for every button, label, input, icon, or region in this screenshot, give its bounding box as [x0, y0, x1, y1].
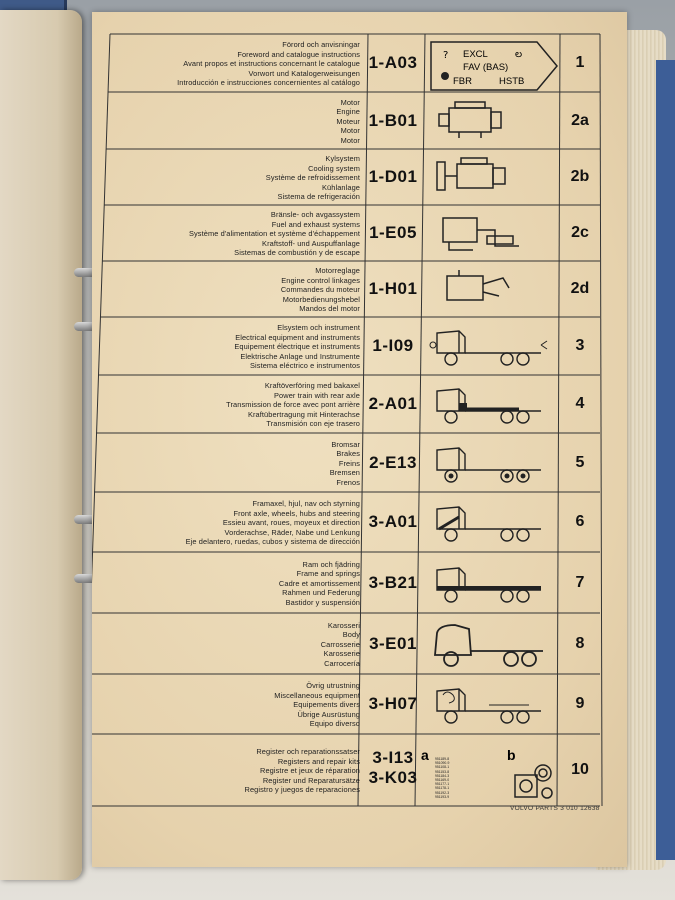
index-row — [92, 92, 627, 149]
description-line: Motorbedienungshebel — [282, 294, 360, 304]
section-code — [362, 394, 424, 414]
section-number: 2a — [571, 111, 589, 129]
section-number: 2d — [570, 280, 590, 297]
section-code — [362, 167, 424, 187]
symbol-glyph: ల — [515, 49, 523, 60]
description-line: Système d'alimentation et système d'échappement — [188, 229, 360, 239]
description-line: Moteur — [336, 116, 360, 126]
index-row — [92, 149, 627, 205]
description-line: Body — [342, 630, 360, 640]
description-line: Sistema eléctrico e instrumentos — [250, 361, 360, 371]
register-number: 951153-8 — [435, 769, 450, 774]
description-line: Sistema de refrigeración — [277, 192, 360, 202]
description-line: Kühlanlage — [322, 182, 360, 192]
section-description — [110, 499, 360, 547]
index-row — [92, 317, 627, 375]
section-number: 8 — [575, 634, 585, 652]
description-line: Registro y juegos de reparaciones — [244, 785, 360, 795]
section-description — [110, 681, 360, 729]
description-line: Equipo diverso — [309, 719, 360, 729]
description-line: Carrocería — [324, 658, 360, 668]
gasket-icon — [511, 761, 555, 805]
description-line: Vorderachse, Räder, Nabe und Lenkung — [224, 527, 360, 537]
register-number: 951193-9 — [435, 794, 450, 799]
description-line: Equipement électrique et instruments — [234, 342, 360, 352]
description-line: Framaxel, hjul, nav och styrning — [252, 499, 360, 508]
power-train-truck-icon — [429, 381, 549, 436]
description-line: Kraftstoff- und Auspuffanlage — [262, 238, 360, 248]
description-line: Avant propos et instructions concernant le catalogue — [183, 59, 360, 69]
description-line: Frenos — [336, 477, 360, 487]
description-line: Frame and springs — [296, 569, 360, 579]
register-number: 951108-1 — [435, 765, 450, 770]
section-number: 6 — [575, 513, 585, 530]
section-number: 9 — [575, 695, 585, 712]
description-line: Kraftübertragung mit Hinterachse — [247, 409, 360, 419]
description-line: Karosseri — [327, 620, 360, 630]
description-line: Bremsen — [329, 468, 360, 478]
description-line: Motor — [340, 97, 360, 107]
code-text: 3-A01 — [368, 512, 418, 531]
description-line: Transmission de force avec pont arrière — [226, 400, 360, 410]
catalogue-footer: VOLVO PARTS 3 010 12638 — [510, 805, 600, 812]
description-line: Eje delantero, ruedas, cubos y sistema de dirección — [185, 537, 360, 547]
section-number: 7 — [575, 573, 585, 591]
description-line: Power train with rear axle — [274, 390, 360, 400]
section-code — [362, 453, 424, 473]
register-number: 951192-3 — [435, 790, 450, 795]
index-row — [92, 674, 627, 734]
section-description — [110, 210, 360, 258]
body-truck-icon — [429, 621, 549, 676]
engine-icon — [429, 98, 519, 147]
register-label-b: b — [507, 747, 516, 763]
code-text: 3-H07 — [368, 694, 418, 713]
description-line: Commandes du moteur — [280, 285, 360, 295]
fav-bas-label: FAV (BAS) — [463, 62, 509, 73]
section-number: 5 — [575, 453, 585, 471]
section-number: 4 — [575, 395, 585, 412]
code-text: 2-E13 — [369, 452, 417, 472]
description-line: Register und Reparatursätze — [262, 775, 360, 785]
question-mark: ? — [443, 50, 449, 61]
section-description — [110, 621, 360, 669]
description-line: Övrig utrustning — [306, 681, 360, 690]
description-line: Übrige Ausrüstung — [297, 709, 360, 719]
code-text: 3-I13 — [372, 748, 414, 767]
fbr-label: FBR — [453, 76, 472, 87]
section-code — [362, 336, 424, 356]
index-row — [92, 205, 627, 261]
engine-control-icon — [429, 266, 529, 315]
code-text: 3-E01 — [369, 633, 417, 653]
section-code — [362, 573, 424, 593]
description-line: Karosserie — [323, 649, 360, 659]
fuel-exhaust-icon — [429, 210, 529, 259]
section-code — [362, 512, 424, 532]
section-number: 1 — [575, 54, 585, 71]
description-line: Kylsystem — [325, 154, 360, 163]
section-number: 2c — [571, 224, 589, 241]
section-code — [362, 279, 424, 299]
register-number: 951090-9 — [435, 761, 450, 766]
description-line: Engine — [336, 107, 360, 117]
code-text: 2-A01 — [368, 394, 418, 413]
code-text: 1-E05 — [369, 223, 417, 242]
description-line: Carrosserie — [320, 639, 360, 649]
brakes-truck-icon — [429, 440, 549, 495]
register-number: 951177-1 — [435, 782, 450, 787]
misc-equipment-truck-icon — [429, 681, 549, 736]
description-line: Mandos del motor — [299, 304, 360, 314]
description-line: Engine control linkages — [281, 275, 360, 285]
hstb-label: HSTB — [499, 76, 525, 87]
section-code — [362, 748, 424, 788]
register-number: 951178-1 — [435, 786, 450, 791]
section-code — [362, 223, 424, 243]
frame-truck-icon — [429, 560, 549, 615]
description-line: Registers and repair kits — [277, 756, 360, 766]
code-text: 1-A03 — [368, 53, 418, 72]
section-description — [110, 747, 360, 795]
register-number: 951184-3 — [435, 773, 450, 778]
section-number: 3 — [575, 337, 585, 354]
section-description — [110, 154, 360, 202]
description-line: Miscellaneous equipment — [274, 690, 360, 700]
description-line: Bastidor y suspensión — [285, 597, 360, 607]
front-axle-truck-icon — [429, 499, 549, 554]
description-line: Elektrische Anlage und Instrumente — [240, 351, 360, 361]
code-text: 1-B01 — [368, 110, 418, 130]
section-description — [110, 560, 360, 608]
code-text: 1-H01 — [368, 279, 418, 298]
section-number: 10 — [571, 761, 589, 778]
register-number: 951169-0 — [435, 778, 450, 783]
section-code — [362, 634, 424, 654]
section-description — [110, 381, 360, 429]
register-kits-icon — [421, 747, 555, 811]
index-row — [92, 433, 627, 492]
section-description — [110, 440, 360, 488]
section-code — [362, 694, 424, 714]
description-line: Cadre et amortissement — [278, 578, 360, 588]
description-line: Cooling system — [308, 163, 360, 173]
binder-spine — [656, 60, 675, 860]
section-description — [110, 323, 360, 371]
description-line: Foreword and catalogue instructions — [237, 49, 360, 59]
description-line: Kraftöverföring med bakaxel — [264, 381, 360, 390]
index-row — [92, 613, 627, 674]
cooling-system-icon — [429, 154, 519, 203]
description-line: Vorwort und Katalogerweisungen — [248, 68, 360, 78]
code-text: 1-D01 — [368, 167, 418, 186]
description-line: Freins — [338, 458, 360, 468]
index-row — [92, 552, 627, 613]
description-line: Introducción e instrucciones concernientes al catálogo — [177, 78, 360, 88]
register-number-list — [435, 757, 495, 799]
description-line: Transmisión con eje trasero — [266, 419, 360, 429]
code-text: 3-B21 — [368, 572, 418, 592]
code-text: 1-I09 — [372, 336, 414, 355]
section-code — [362, 53, 424, 73]
foreword-box-icon — [429, 40, 561, 97]
index-row — [92, 492, 627, 552]
description-line: Fuel and exhaust systems — [271, 219, 360, 229]
index-row — [92, 734, 627, 806]
description-line: Système de refroidissement — [265, 173, 360, 183]
description-line: Front axle, wheels, hubs and steering — [233, 508, 360, 518]
description-line: Förord och anvisningar — [282, 40, 360, 49]
register-number: 951189-8 — [435, 757, 450, 761]
section-description — [110, 40, 360, 88]
description-line: Brakes — [336, 449, 360, 459]
description-line: Motor — [340, 135, 360, 145]
excl-label: EXCL — [463, 49, 488, 60]
electrical-truck-icon — [429, 323, 549, 378]
description-line: Registre et jeux de réparation — [260, 766, 360, 776]
description-line: Elsystem och instrument — [277, 323, 360, 332]
description-line: Rahmen und Federung — [282, 588, 360, 598]
index-row — [92, 261, 627, 317]
index-row — [92, 375, 627, 433]
description-line: Sistemas de combustión y de escape — [234, 248, 360, 258]
description-line: Bromsar — [331, 439, 360, 449]
description-line: Motorreglage — [315, 266, 360, 275]
left-page — [0, 10, 82, 880]
register-label-a: a — [421, 747, 429, 763]
description-line: Motor — [340, 126, 360, 136]
section-code — [362, 111, 424, 131]
section-description — [110, 98, 360, 146]
description-line: Ram och fjädring — [302, 559, 360, 569]
description-line: Register och reparationssatser — [256, 747, 360, 756]
description-line: Electrical equipment and instruments — [235, 332, 360, 342]
section-description — [110, 266, 360, 314]
index-row — [92, 34, 627, 92]
catalogue-index-page — [92, 12, 627, 867]
description-line: Equipements divers — [293, 700, 360, 710]
description-line: Bränsle- och avgassystem — [270, 210, 360, 219]
code-text-secondary: 3-K03 — [368, 768, 418, 787]
description-line: Essieu avant, roues, moyeux et direction — [222, 518, 360, 528]
section-number: 2b — [570, 168, 590, 185]
